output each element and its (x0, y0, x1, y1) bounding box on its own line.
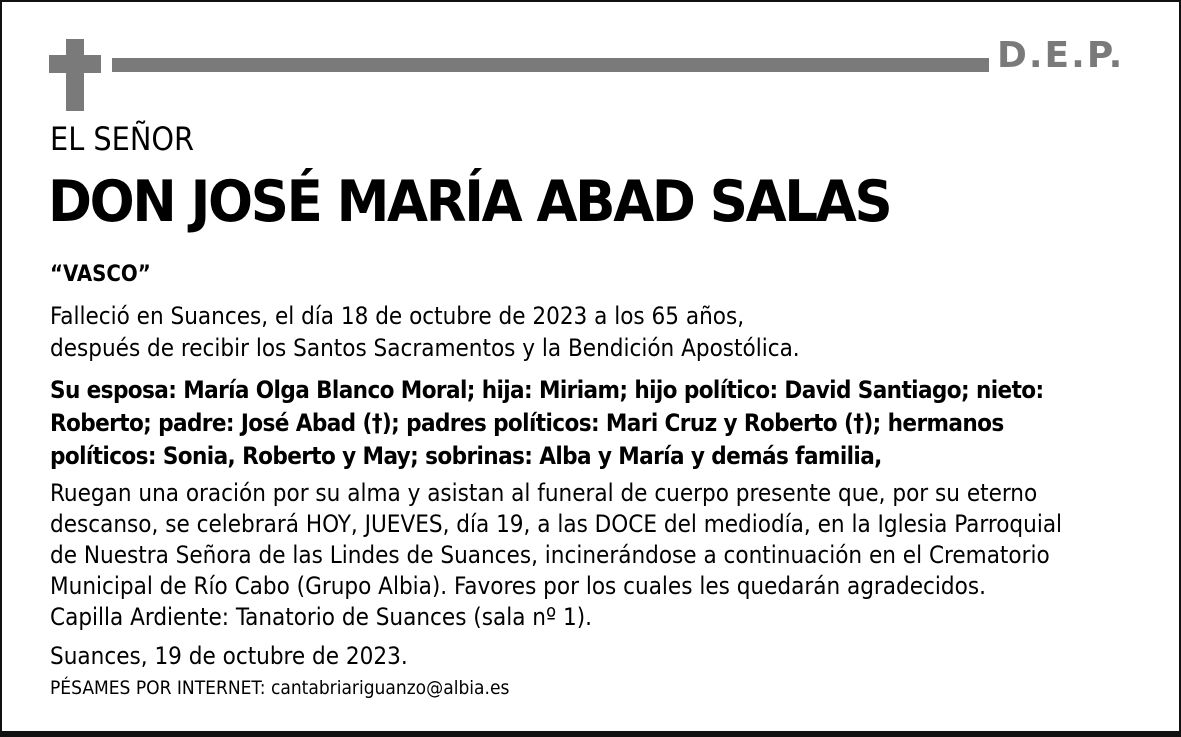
service-line: Municipal de Río Cabo (Grupo Albia). Favores por los cuales les quedarán agradecidos. (50, 572, 986, 600)
family-line: políticos: Sonia, Roberto y May; sobrinas: Alba y María y demás familia, (50, 442, 882, 470)
cross-icon-bar (49, 55, 101, 73)
place-date: Suances, 19 de octubre de 2023. (50, 642, 408, 670)
service-details (50, 478, 1062, 633)
title-prefix: EL SEÑOR (50, 120, 195, 158)
death-notice (50, 300, 800, 364)
service-line: Ruegan una oración por su alma y asistan al funeral de cuerpo presente que, por su eterno (50, 479, 1038, 507)
death-line: Falleció en Suances, el día 18 de octubre de 2023 a los 65 años, (50, 302, 745, 330)
death-line: después de recibir los Santos Sacramentos y la Bendición Apostólica. (50, 334, 800, 362)
service-line: Capilla Ardiente: Tanatorio de Suances (sala nº 1). (50, 603, 593, 631)
service-line: de Nuestra Señora de las Lindes de Suances, incinerándose a continuación en el Crematorio (50, 541, 1050, 569)
service-line: descanso, se celebrará HOY, JUEVES, día 19, a las DOCE del mediodía, en la Iglesia Parroquial (50, 510, 1063, 538)
family-list (50, 374, 1044, 473)
deceased-name: DON JOSÉ MARÍA ABAD SALAS (48, 169, 891, 235)
family-line: Su esposa: María Olga Blanco Moral; hija: Miriam; hijo político: David Santiago; nieto: (50, 376, 1044, 404)
internet-condolences: PÉSAMES POR INTERNET: cantabriariguanzo@albia.es (50, 677, 510, 699)
dep-label: D.E.P. (997, 35, 1125, 76)
header-rule (112, 58, 989, 72)
cross-icon (66, 39, 84, 111)
family-line: Roberto; padre: José Abad (†); padres políticos: Mari Cruz y Roberto (†); hermanos (50, 409, 1004, 437)
alias: “VASCO” (50, 262, 151, 287)
